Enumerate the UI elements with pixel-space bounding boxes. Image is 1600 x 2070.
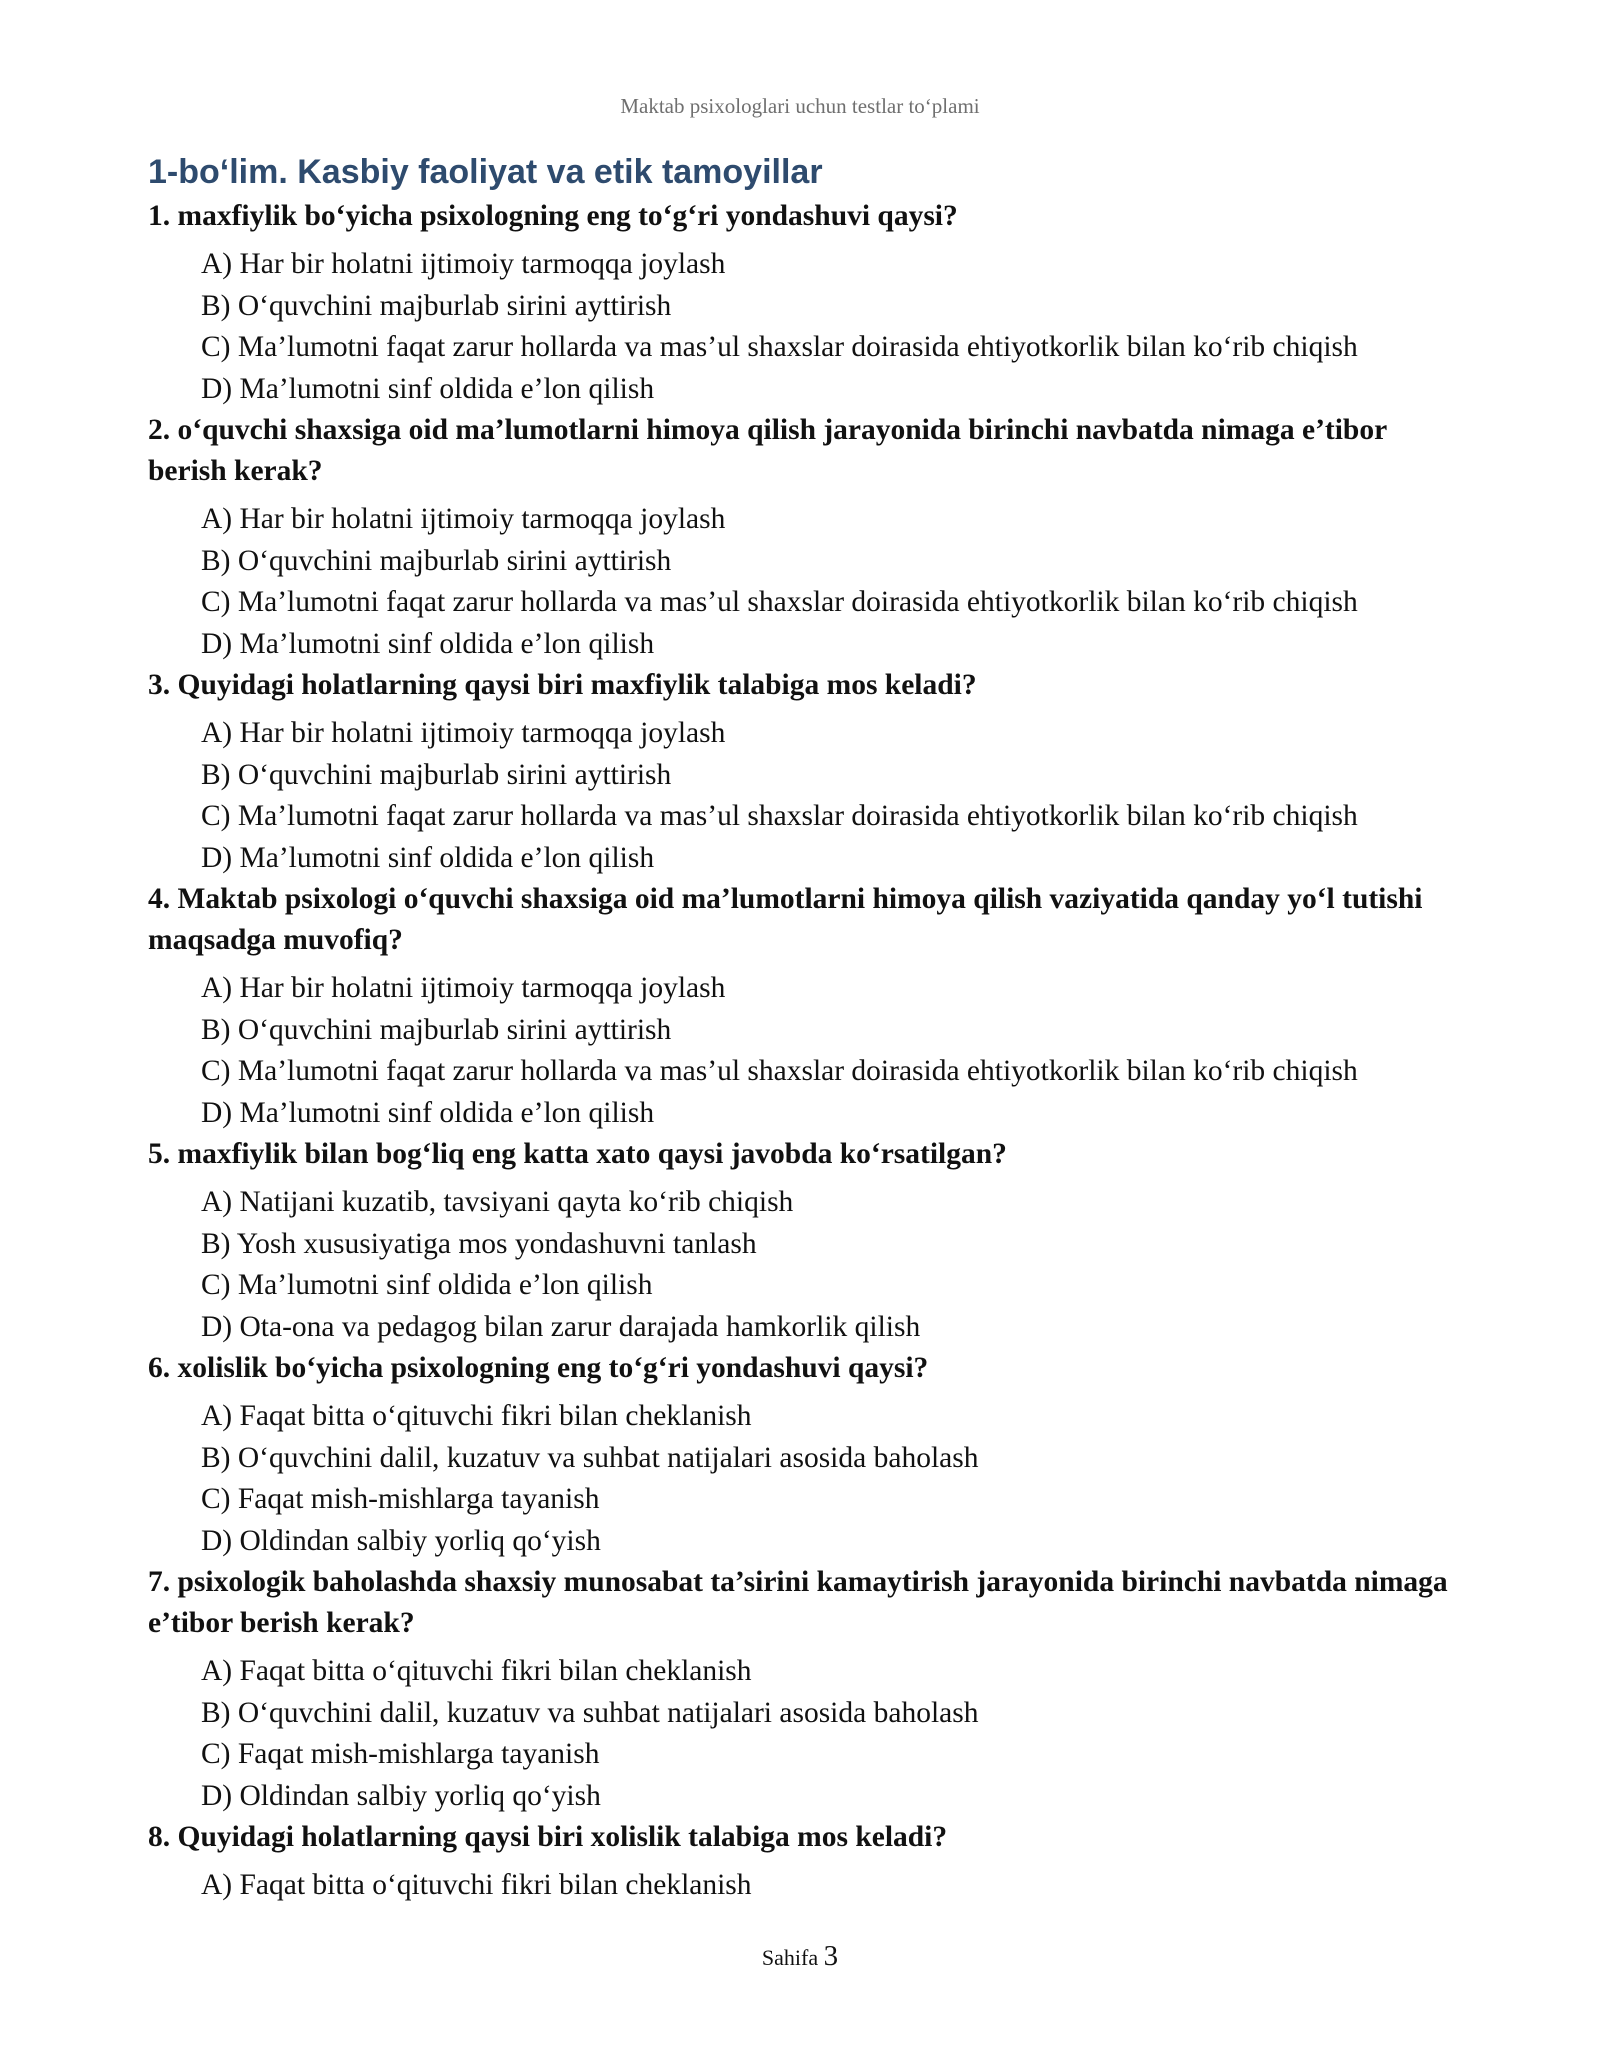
answer-options [148,1182,1458,1348]
answer-option: C) Ma’lumotni sinf oldida e’lon qilish [201,1269,653,1301]
question-item [148,665,1458,879]
question-item [148,410,1458,665]
answer-options [148,968,1458,1134]
answer-option: A) Har bir holatni ijtimoiy tarmoqqa joylash [201,717,726,749]
answer-option: D) Ma’lumotni sinf oldida e’lon qilish [201,841,655,874]
question-text: 8. Quyidagi holatlarning qaysi biri xolislik talabiga mos keladi? [148,1821,948,1853]
answer-option: B) O‘quvchini majburlab sirini ayttirish [201,544,672,577]
page-content [148,148,1458,1907]
page-number: 3 [823,1940,839,1972]
page-footer [0,1940,1600,1973]
answer-option: C) Faqat mish-mishlarga tayanish [201,1738,600,1770]
answer-option: D) Ota-ona va pedagog bilan zarur darajada hamkorlik qilish [201,1310,921,1343]
question-item [148,196,1458,410]
footer-label: Sahifa [761,1945,819,1970]
answer-option: C) Ma’lumotni faqat zarur hollarda va mas’ul shaxslar doirasida ehtiyotkorlik bilan ko‘rib chiqish [201,1055,1358,1087]
question-item [148,1817,1458,1907]
answer-option: D) Ma’lumotni sinf oldida e’lon qilish [201,627,655,660]
answer-option: D) Oldindan salbiy yorliq qo‘yish [201,1779,601,1812]
answer-options [148,713,1458,879]
answer-options [148,1651,1458,1817]
answer-option: A) Faqat bitta o‘qituvchi fikri bilan cheklanish [201,1400,752,1432]
answer-option: A) Har bir holatni ijtimoiy tarmoqqa joylash [201,503,726,535]
section-title: 1-bo‘lim. Kasbiy faoliyat va etik tamoyillar [148,153,823,191]
answer-option: A) Faqat bitta o‘qituvchi fikri bilan cheklanish [201,1655,752,1687]
question-item [148,1134,1458,1348]
question-text: 7. psixologik baholashda shaxsiy munosabat ta’sirini kamaytirish jarayonida birinchi navbatda nimaga e’tibor berish kerak? [148,1566,1448,1639]
answer-option: B) O‘quvchini majburlab sirini ayttirish [201,758,672,791]
answer-option: C) Faqat mish-mishlarga tayanish [201,1483,600,1515]
answer-options [148,1396,1458,1562]
answer-options [148,1865,1458,1907]
answer-option: D) Ma’lumotni sinf oldida e’lon qilish [201,372,655,405]
question-text: 4. Maktab psixologi o‘quvchi shaxsiga oid ma’lumotlarni himoya qilish vaziyatida qanday yo‘l tutishi maqsadga muvofiq? [148,883,1423,956]
question-text: 1. maxfiylik bo‘yicha psixologning eng to‘g‘ri yondashuvi qaysi? [148,200,958,232]
question-item [148,879,1458,1134]
answer-option: C) Ma’lumotni faqat zarur hollarda va mas’ul shaxslar doirasida ehtiyotkorlik bilan ko‘rib chiqish [201,331,1358,363]
answer-option: B) O‘quvchini majburlab sirini ayttirish [201,289,672,322]
question-text: 6. xolislik bo‘yicha psixologning eng to‘g‘ri yondashuvi qaysi? [148,1352,929,1384]
answer-option: C) Ma’lumotni faqat zarur hollarda va mas’ul shaxslar doirasida ehtiyotkorlik bilan ko‘rib chiqish [201,800,1358,832]
answer-option: D) Ma’lumotni sinf oldida e’lon qilish [201,1096,655,1129]
question-item [148,1348,1458,1562]
question-item [148,1562,1458,1817]
answer-options [148,499,1458,665]
answer-option: B) O‘quvchini dalil, kuzatuv va suhbat natijalari asosida baholash [201,1696,979,1729]
answer-option: B) O‘quvchini majburlab sirini ayttirish [201,1013,672,1046]
question-text: 2. o‘quvchi shaxsiga oid ma’lumotlarni himoya qilish jarayonida birinchi navbatda nimaga e’tibor berish kerak? [148,414,1387,487]
answer-option: D) Oldindan salbiy yorliq qo‘yish [201,1524,601,1557]
question-text: 5. maxfiylik bilan bog‘liq eng katta xato qaysi javobda ko‘rsatilgan? [148,1138,1007,1170]
answer-option: A) Har bir holatni ijtimoiy tarmoqqa joylash [201,248,726,280]
question-list [148,196,1458,1907]
page-header: Maktab psixologlari uchun testlar to‘plami [620,94,980,118]
answer-option: A) Natijani kuzatib, tavsiyani qayta ko‘rib chiqish [201,1186,794,1218]
answer-option: B) O‘quvchini dalil, kuzatuv va suhbat natijalari asosida baholash [201,1441,979,1474]
answer-option: C) Ma’lumotni faqat zarur hollarda va mas’ul shaxslar doirasida ehtiyotkorlik bilan ko‘rib chiqish [201,586,1358,618]
answer-options [148,244,1458,410]
question-text: 3. Quyidagi holatlarning qaysi biri maxfiylik talabiga mos keladi? [148,669,977,701]
answer-option: A) Har bir holatni ijtimoiy tarmoqqa joylash [201,972,726,1004]
answer-option: B) Yosh xususiyatiga mos yondashuvni tanlash [201,1227,757,1260]
answer-option: A) Faqat bitta o‘qituvchi fikri bilan cheklanish [201,1869,752,1901]
